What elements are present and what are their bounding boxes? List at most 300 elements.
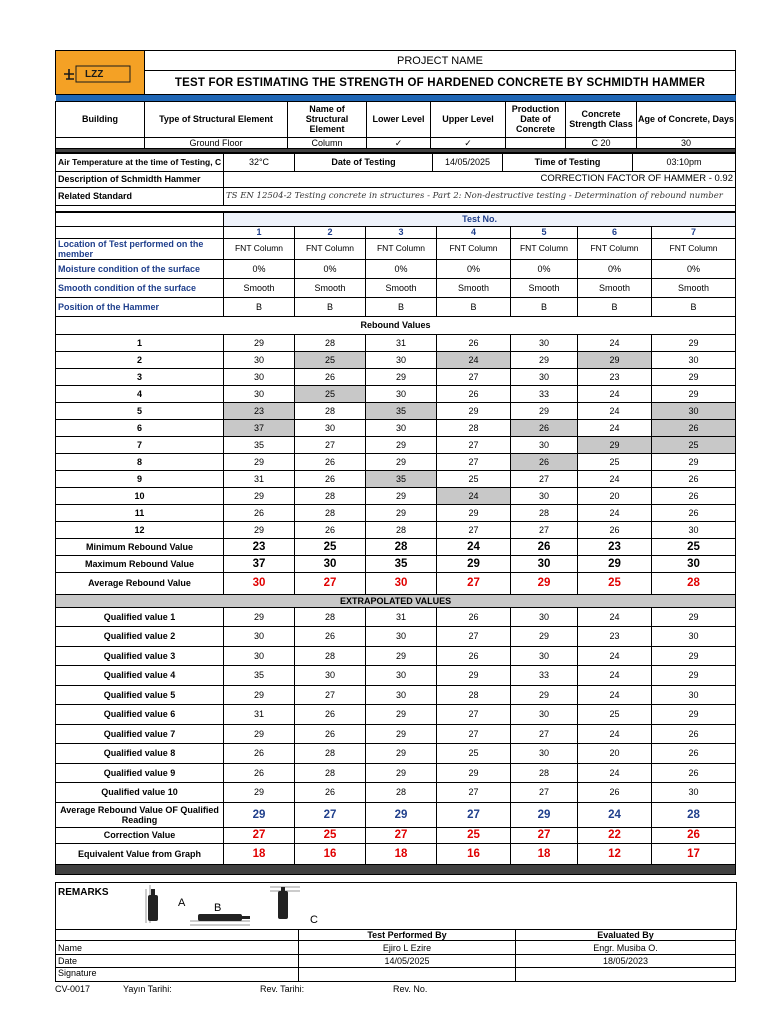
qualified-value: 30: [224, 627, 295, 647]
qualified-value: 29: [652, 646, 736, 666]
label-a: A: [178, 897, 186, 909]
signoff-blank: [56, 930, 299, 941]
rebound-value: 25: [578, 453, 652, 470]
max-value: 30: [652, 555, 736, 572]
evaluated-name: Engr. Musiba O.: [516, 941, 736, 955]
rebound-value: 28: [437, 419, 511, 436]
smooth-value: Smooth: [437, 278, 511, 297]
report-sheet: [55, 50, 735, 875]
rebound-row-label: 1: [56, 334, 224, 351]
qualified-value: 27: [295, 685, 366, 705]
publish-date-label: Yayın Tarihi:: [123, 984, 172, 994]
qualified-avg-value: 29: [224, 802, 295, 827]
rebound-value: 27: [437, 521, 511, 538]
min-value: 23: [224, 538, 295, 555]
qualified-value: 29: [652, 607, 736, 627]
rebound-value: 25: [295, 351, 366, 368]
qualified-label: Qualified value 8: [56, 744, 224, 764]
rebound-value: 29: [578, 436, 652, 453]
smooth-value: Smooth: [295, 278, 366, 297]
qualified-value: 26: [224, 744, 295, 764]
qualified-value: 29: [652, 666, 736, 686]
rebound-value: 30: [224, 368, 295, 385]
location-row: [56, 238, 736, 259]
rebound-value: 26: [437, 385, 511, 402]
qualified-value: 27: [437, 783, 511, 803]
qualified-value: 31: [224, 705, 295, 725]
strength-class-value: C 20: [566, 137, 637, 148]
max-value: 29: [578, 555, 652, 572]
rebound-row-label: 6: [56, 419, 224, 436]
qualified-value: 29: [366, 705, 437, 725]
location-value: FNT Column: [511, 238, 578, 259]
hammer-desc-label: Description of Schmidth Hammer: [56, 171, 224, 187]
qualified-value: 29: [224, 607, 295, 627]
qualified-label: Qualified value 4: [56, 666, 224, 686]
rebound-row-label: 3: [56, 368, 224, 385]
qualified-avg-value: 27: [295, 802, 366, 827]
qualified-value: 30: [652, 783, 736, 803]
qualified-value: 25: [437, 744, 511, 764]
rebound-value: 28: [295, 504, 366, 521]
rebound-value: 29: [366, 504, 437, 521]
rebound-table: [55, 212, 736, 875]
rebound-value: 26: [511, 419, 578, 436]
moisture-value: 0%: [366, 259, 437, 278]
standard-value: TS EN 12504-2 Testing concrete in structures - Part 2: Non-destructive testing - Determination of rebound number: [224, 187, 736, 205]
rebound-value: 28: [511, 504, 578, 521]
rebound-value: 29: [437, 402, 511, 419]
min-row: [56, 538, 736, 555]
section-divider: [56, 864, 736, 874]
max-value: 30: [511, 555, 578, 572]
max-label: Maximum Rebound Value: [56, 555, 224, 572]
qualified-value: 35: [224, 666, 295, 686]
rebound-row-label: 9: [56, 470, 224, 487]
date-testing-value: 14/05/2025: [433, 153, 503, 171]
rebound-value: 27: [437, 368, 511, 385]
qualified-value: 28: [366, 783, 437, 803]
position-value: B: [366, 297, 437, 316]
correction-value: 27: [511, 827, 578, 843]
performed-name: Ejiro L Ezire: [299, 941, 516, 955]
moisture-value: 0%: [224, 259, 295, 278]
position-value: B: [295, 297, 366, 316]
rebound-value: 24: [578, 334, 652, 351]
rebound-value: 30: [224, 351, 295, 368]
location-value: FNT Column: [578, 238, 652, 259]
col-name: Name of Structural Element: [288, 101, 367, 137]
qualified-value: 31: [366, 607, 437, 627]
moisture-value: 0%: [511, 259, 578, 278]
logo-text: LZZ: [85, 69, 104, 80]
rebound-value: 31: [366, 334, 437, 351]
qualified-value: 29: [366, 724, 437, 744]
rebound-row: [56, 402, 736, 419]
rebound-value: 26: [295, 453, 366, 470]
test-number: 2: [295, 226, 366, 238]
rebound-row: [56, 385, 736, 402]
rebound-row-label: 12: [56, 521, 224, 538]
smooth-value: Smooth: [224, 278, 295, 297]
qualified-value: 28: [437, 685, 511, 705]
qualified-value: 28: [295, 763, 366, 783]
position-value: B: [652, 297, 736, 316]
rebound-value: 26: [295, 470, 366, 487]
qualified-value: 27: [511, 724, 578, 744]
rebound-value: 26: [224, 504, 295, 521]
qualified-value: 24: [578, 724, 652, 744]
signature-label: Signature: [56, 968, 299, 982]
rebound-value: 29: [366, 487, 437, 504]
qualified-value: 29: [437, 763, 511, 783]
qualified-value: 27: [437, 724, 511, 744]
avg-value: 30: [366, 572, 437, 594]
rebound-value: 26: [578, 521, 652, 538]
rebound-value: 29: [437, 504, 511, 521]
label-c: C: [310, 914, 318, 926]
name-label: Name: [56, 941, 299, 955]
smooth-row: [56, 278, 736, 297]
rebound-value: 29: [224, 453, 295, 470]
production-date-value: [506, 137, 566, 148]
location-value: FNT Column: [437, 238, 511, 259]
rebound-value: 29: [224, 487, 295, 504]
qualified-row: [56, 607, 736, 627]
rebound-row: [56, 470, 736, 487]
date-label: Date: [56, 955, 299, 968]
min-value: 28: [366, 538, 437, 555]
conditions-table: [55, 153, 736, 212]
remarks-section: [55, 882, 737, 930]
rebound-value: 29: [652, 334, 736, 351]
qualified-value: 27: [437, 705, 511, 725]
page-title: TEST FOR ESTIMATING THE STRENGTH OF HARDENED CONCRETE BY SCHMIDTH HAMMER: [145, 71, 736, 95]
qualified-row: [56, 783, 736, 803]
rebound-row: [56, 436, 736, 453]
upper-level-check: ✓: [431, 137, 506, 148]
qualified-value: 26: [652, 744, 736, 764]
position-value: B: [578, 297, 652, 316]
rebound-value: 29: [652, 368, 736, 385]
rebound-value: 24: [578, 419, 652, 436]
rebound-value: 23: [578, 368, 652, 385]
evaluated-signature: [516, 968, 736, 982]
qualified-value: 26: [295, 724, 366, 744]
moisture-value: 0%: [295, 259, 366, 278]
blank-cell: [56, 212, 224, 226]
position-value: B: [511, 297, 578, 316]
avg-value: 28: [652, 572, 736, 594]
location-label: Location of Test performed on the member: [56, 238, 224, 259]
max-value: 30: [295, 555, 366, 572]
standard-label: Related Standard: [56, 187, 224, 205]
rebound-value: 29: [511, 351, 578, 368]
qualified-value: 23: [578, 627, 652, 647]
rebound-value: 30: [652, 402, 736, 419]
qualified-row: [56, 685, 736, 705]
date-testing-label: Date of Testing: [295, 153, 433, 171]
rebound-row-label: 2: [56, 351, 224, 368]
remarks-label: REMARKS: [58, 887, 109, 898]
rebound-row: [56, 368, 736, 385]
rebound-row: [56, 521, 736, 538]
qualified-value: 29: [437, 666, 511, 686]
qualified-value: 30: [224, 646, 295, 666]
rebound-value: 25: [437, 470, 511, 487]
rebound-value: 24: [437, 487, 511, 504]
rebound-row: [56, 487, 736, 504]
correction-value: 26: [652, 827, 736, 843]
hammer-position-b-icon: [190, 902, 250, 925]
test-number: 4: [437, 226, 511, 238]
rebound-value: 27: [511, 521, 578, 538]
rebound-value: 29: [652, 385, 736, 402]
qualified-value: 26: [652, 763, 736, 783]
qualified-value: 29: [366, 744, 437, 764]
rebound-value: 30: [652, 521, 736, 538]
qualified-value: 25: [578, 705, 652, 725]
qualified-value: 27: [511, 783, 578, 803]
rebound-value: 30: [224, 385, 295, 402]
test-no-header-row: [56, 212, 736, 226]
qualified-row: [56, 646, 736, 666]
location-value: FNT Column: [224, 238, 295, 259]
qualified-row: [56, 763, 736, 783]
qualified-row: [56, 724, 736, 744]
logo-icon: [62, 63, 134, 85]
smooth-value: Smooth: [578, 278, 652, 297]
qualified-label: Qualified value 10: [56, 783, 224, 803]
rebound-value: 24: [578, 385, 652, 402]
moisture-value: 0%: [437, 259, 511, 278]
rebound-row-label: 4: [56, 385, 224, 402]
equivalent-value: 17: [652, 843, 736, 864]
rebound-value: 29: [224, 521, 295, 538]
rebound-value: 35: [224, 436, 295, 453]
qualified-label: Qualified value 6: [56, 705, 224, 725]
rebound-value: 28: [366, 521, 437, 538]
qualified-avg-value: 29: [511, 802, 578, 827]
rebound-value: 26: [652, 419, 736, 436]
time-testing-label: Time of Testing: [503, 153, 633, 171]
rebound-value: 24: [578, 470, 652, 487]
rebound-value: 28: [295, 487, 366, 504]
qualified-value: 26: [652, 724, 736, 744]
hammer-desc-value: CORRECTION FACTOR OF HAMMER - 0.92: [224, 171, 736, 187]
qualified-value: 30: [511, 646, 578, 666]
rebound-value: 35: [366, 470, 437, 487]
qualified-value: 26: [437, 646, 511, 666]
revision-date-label: Rev. Tarihi:: [260, 984, 305, 994]
location-value: FNT Column: [366, 238, 437, 259]
blank-cell: [56, 226, 224, 238]
position-label: Position of the Hammer: [56, 297, 224, 316]
qualified-value: 20: [578, 744, 652, 764]
min-value: 24: [437, 538, 511, 555]
rebound-value: 37: [224, 419, 295, 436]
type-value: Ground Floor: [145, 137, 288, 148]
qualified-avg-value: 27: [437, 802, 511, 827]
extrapolated-header-row: [56, 594, 736, 607]
qualified-value: 24: [578, 646, 652, 666]
test-number: 3: [366, 226, 437, 238]
col-strength-class: Concrete Strength Class: [566, 101, 637, 137]
correction-value: 22: [578, 827, 652, 843]
equivalent-value: 12: [578, 843, 652, 864]
rebound-value: 25: [295, 385, 366, 402]
avg-value: 27: [295, 572, 366, 594]
avg-label: Average Rebound Value: [56, 572, 224, 594]
rebound-row: [56, 334, 736, 351]
hammer-position-a-icon: [146, 885, 186, 923]
test-number: 5: [511, 226, 578, 238]
qualified-value: 27: [437, 627, 511, 647]
qualified-row: [56, 666, 736, 686]
rebound-row: [56, 453, 736, 470]
rebound-value: 29: [366, 453, 437, 470]
rebound-value: 29: [511, 402, 578, 419]
rebound-value: 30: [511, 436, 578, 453]
rebound-row-label: 7: [56, 436, 224, 453]
equivalent-value: 18: [366, 843, 437, 864]
qualified-avg-label: Average Rebound Value OF Qualified Reading: [56, 802, 224, 827]
moisture-value: 0%: [652, 259, 736, 278]
avg-value: 29: [511, 572, 578, 594]
rebound-value: 28: [295, 402, 366, 419]
equivalent-row: [56, 843, 736, 864]
rebound-value: 30: [366, 351, 437, 368]
qualified-value: 28: [295, 607, 366, 627]
bottom-bar-row: [56, 864, 736, 874]
rebound-value: 29: [366, 368, 437, 385]
col-lower-level: Lower Level: [367, 101, 431, 137]
correction-value: 27: [224, 827, 295, 843]
qualified-value: 26: [295, 627, 366, 647]
rebound-value: 26: [652, 470, 736, 487]
qualified-value: 26: [295, 783, 366, 803]
rebound-value: 20: [578, 487, 652, 504]
qualified-row: [56, 705, 736, 725]
rebound-row-label: 5: [56, 402, 224, 419]
equivalent-label: Equivalent Value from Graph: [56, 843, 224, 864]
qualified-row: [56, 744, 736, 764]
col-building: Building: [56, 101, 145, 137]
qualified-value: 29: [652, 705, 736, 725]
rebound-value: 26: [652, 504, 736, 521]
col-age: Age of Concrete, Days: [637, 101, 736, 137]
evaluated-header: Evaluated By: [516, 930, 736, 941]
name-value: Column: [288, 137, 367, 148]
qualified-value: 26: [578, 783, 652, 803]
qualified-value: 26: [437, 607, 511, 627]
rebound-value: 27: [437, 453, 511, 470]
rebound-value: 29: [652, 453, 736, 470]
min-value: 26: [511, 538, 578, 555]
rebound-value: 26: [652, 487, 736, 504]
test-number-row: [56, 226, 736, 238]
rebound-row-label: 10: [56, 487, 224, 504]
min-value: 25: [295, 538, 366, 555]
rebound-row-label: 11: [56, 504, 224, 521]
avg-value: 27: [437, 572, 511, 594]
smooth-label: Smooth condition of the surface: [56, 278, 224, 297]
rebound-value: 27: [511, 470, 578, 487]
qualified-value: 24: [578, 763, 652, 783]
rebound-value: 23: [224, 402, 295, 419]
revision-no-label: Rev. No.: [393, 984, 428, 994]
rebound-value: 26: [437, 334, 511, 351]
qualified-avg-value: 29: [366, 802, 437, 827]
qualified-value: 29: [511, 685, 578, 705]
qualified-value: 24: [578, 666, 652, 686]
rebound-row-label: 8: [56, 453, 224, 470]
rebound-value: 30: [652, 351, 736, 368]
equivalent-value: 16: [295, 843, 366, 864]
test-number: 6: [578, 226, 652, 238]
qualified-value: 29: [224, 724, 295, 744]
qualified-avg-row: [56, 802, 736, 827]
hammer-position-c-icon: [270, 887, 318, 926]
qualified-value: 29: [224, 685, 295, 705]
moisture-label: Moisture condition of the surface: [56, 259, 224, 278]
correction-row: [56, 827, 736, 843]
qualified-value: 30: [366, 685, 437, 705]
qualified-label: Qualified value 2: [56, 627, 224, 647]
hammer-position-diagram: [140, 885, 340, 927]
position-value: B: [437, 297, 511, 316]
min-value: 23: [578, 538, 652, 555]
age-value: 30: [637, 137, 736, 148]
building-value: [56, 137, 145, 148]
rebound-value: 30: [511, 334, 578, 351]
qualified-value: 30: [511, 705, 578, 725]
rebound-value: 24: [578, 504, 652, 521]
col-type: Type of Structural Element: [145, 101, 288, 137]
qualified-value: 30: [652, 627, 736, 647]
rebound-value: 25: [652, 436, 736, 453]
qualified-value: 30: [366, 666, 437, 686]
section-divider: [56, 148, 736, 152]
qualified-value: 24: [578, 685, 652, 705]
col-upper-level: Upper Level: [431, 101, 506, 137]
correction-value: 27: [366, 827, 437, 843]
rebound-row: [56, 504, 736, 521]
qualified-value: 28: [295, 744, 366, 764]
report-header: [55, 50, 736, 101]
air-temp-label: Air Temperature at the time of Testing, C: [56, 153, 224, 171]
equivalent-value: 18: [511, 843, 578, 864]
rebound-value: 29: [224, 334, 295, 351]
spacer-row: [56, 205, 736, 211]
qualified-label: Qualified value 1: [56, 607, 224, 627]
test-number: 1: [224, 226, 295, 238]
smooth-value: Smooth: [652, 278, 736, 297]
lower-level-check: ✓: [367, 137, 431, 148]
rebound-row: [56, 351, 736, 368]
qualified-value: 29: [511, 627, 578, 647]
correction-value: 25: [295, 827, 366, 843]
qualified-value: 30: [366, 627, 437, 647]
qualified-value: 30: [652, 685, 736, 705]
qualified-label: Qualified value 7: [56, 724, 224, 744]
qualified-value: 30: [511, 607, 578, 627]
rebound-header: Rebound Values: [56, 316, 736, 334]
time-testing-value: 03:10pm: [633, 153, 736, 171]
qualified-row: [56, 627, 736, 647]
rebound-value: 26: [295, 521, 366, 538]
performed-date: 14/05/2025: [299, 955, 516, 968]
